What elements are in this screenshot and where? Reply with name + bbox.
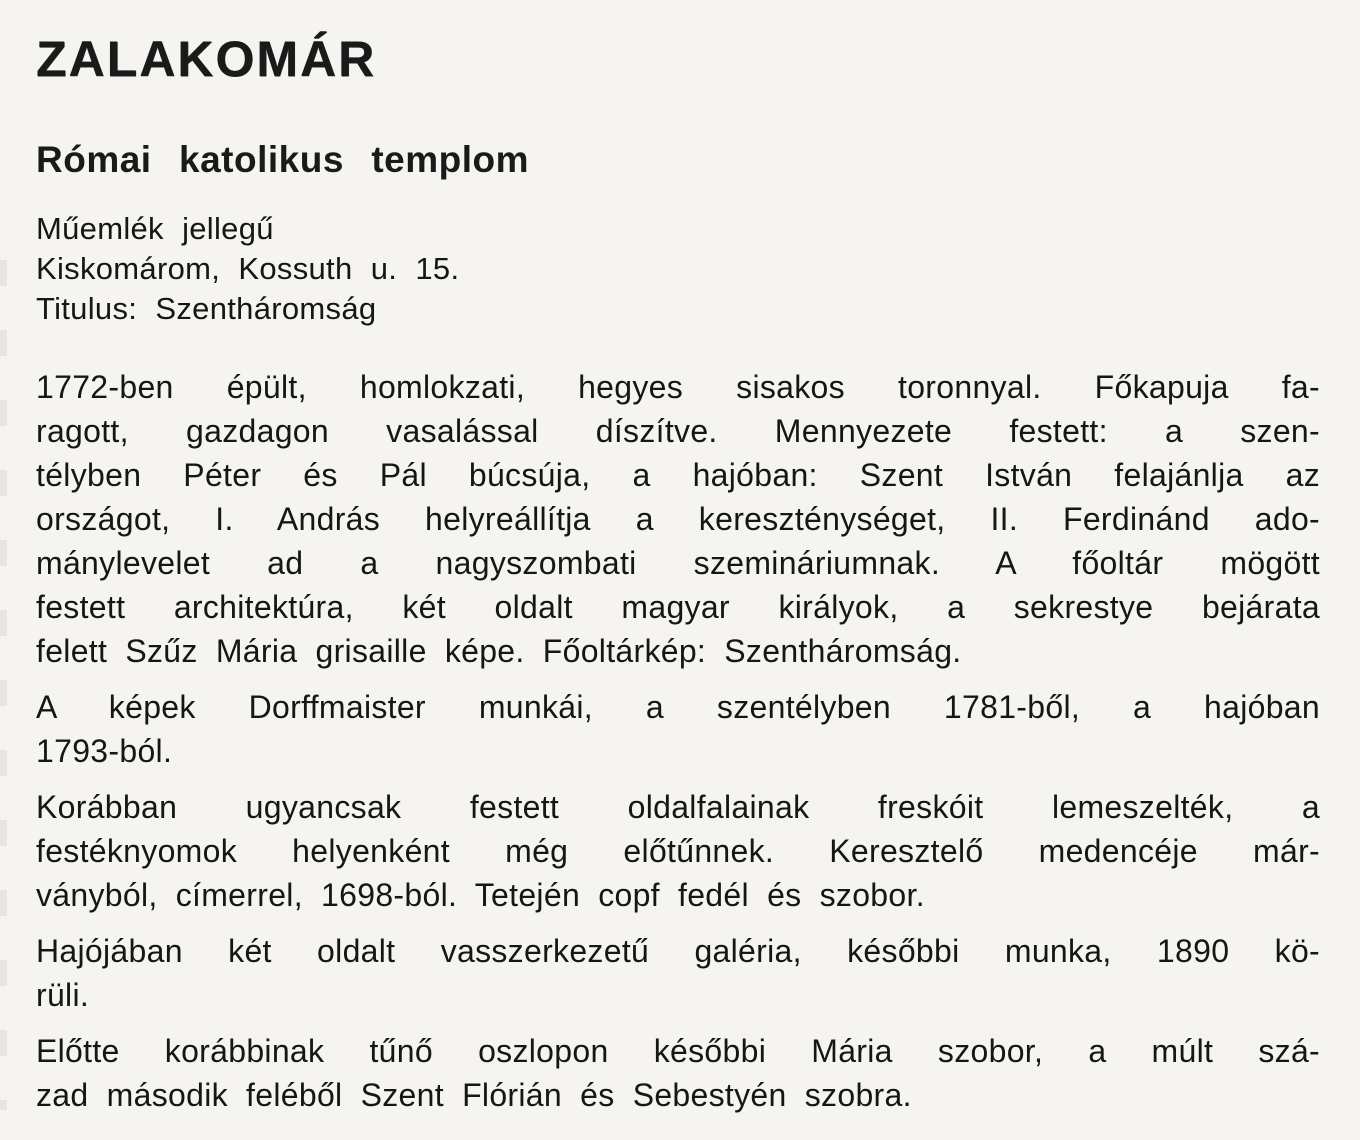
body-text	[36, 365, 1320, 1117]
text-line: 1772-ben épült, homlokzati, hegyes sisakos toronnyal. Főkapuja fa-	[36, 369, 1320, 405]
meta-designation: Műemlék jellegű	[36, 211, 274, 246]
text-line: ványból, címerrel, 1698-ból. Tetején copf fedél és szobor.	[36, 877, 925, 913]
text-line: Hajójában két oldalt vasszerkezetű galéria, későbbi munka, 1890 kö-	[36, 933, 1320, 969]
monument-meta-block	[36, 209, 1320, 329]
scan-edge-artifact	[0, 260, 7, 1110]
paragraph-1	[36, 365, 1320, 673]
text-line: rüli.	[36, 977, 90, 1013]
text-line: országot, I. András helyreállítja a kereszténységet, II. Ferdinánd ado-	[36, 501, 1320, 537]
section-heading: Római katolikus templom	[36, 139, 530, 180]
text-line: mánylevelet ad a nagyszombati szemináriumnak. A főoltár mögött	[36, 545, 1320, 581]
text-line: Előtte korábbinak tűnő oszlopon későbbi Mária szobor, a múlt szá-	[36, 1033, 1320, 1069]
text-line: A képek Dorffmaister munkái, a szentélyben 1781-ből, a hajóban	[36, 689, 1320, 725]
text-line: 1793-ból.	[36, 733, 173, 769]
paragraph-5	[36, 1029, 1320, 1117]
text-line: Korábban ugyancsak festett oldalfalainak freskóit lemeszelték, a	[36, 789, 1320, 825]
paragraph-3	[36, 785, 1320, 917]
paragraph-4	[36, 929, 1320, 1017]
meta-titulus: Titulus: Szentháromság	[36, 291, 377, 326]
text-line: ragott, gazdagon vasalással díszítve. Mennyezete festett: a szen-	[36, 413, 1320, 449]
page-title: ZALAKOMÁR	[36, 31, 377, 87]
text-line: télyben Péter és Pál búcsúja, a hajóban: Szent István felajánlja az	[36, 457, 1320, 493]
text-line: festéknyomok helyenként még előtűnnek. Keresztelő medencéje már-	[36, 833, 1320, 869]
text-line: felett Szűz Mária grisaille képe. Főoltárkép: Szentháromság.	[36, 633, 962, 669]
text-line: zad második feléből Szent Flórián és Sebestyén szobra.	[36, 1077, 912, 1113]
paragraph-2	[36, 685, 1320, 773]
meta-address: Kiskomárom, Kossuth u. 15.	[36, 251, 460, 286]
text-line: festett architektúra, két oldalt magyar királyok, a sekrestye bejárata	[36, 589, 1320, 625]
page-content	[36, 0, 1320, 1129]
